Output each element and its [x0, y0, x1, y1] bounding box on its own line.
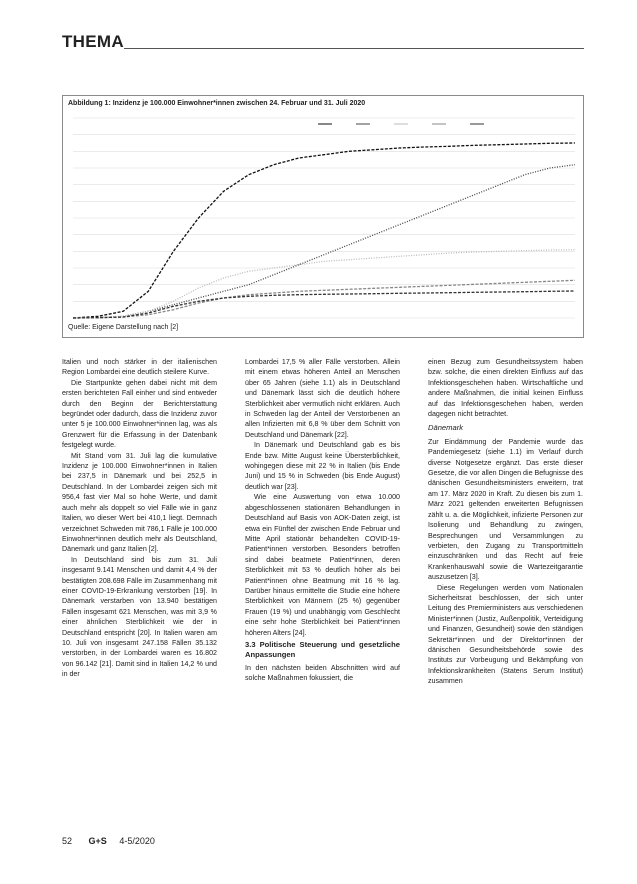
paragraph: In den nächsten beiden Abschnitten wird auf solche Maßnahmen fokussiert, die: [245, 663, 400, 683]
page-header: [62, 34, 584, 50]
paragraph: Zur Eindämmung der Pandemie wurde das Pandemiegesetz (siehe 1.1) im Verlauf durch diverse Notgesetze ergänzt. Das erste dieser Gesetze, die vor allen Dingen die Befugnisse des dänischen Gesundheitsministers erweitern, trat am 17. März 2020 in Kraft. Zu diesen bis zum 1. März 2021 geltenden erweiterten Befugnissen zählt u. a. die Möglichkeit, infizierte Personen zur Isolierung und Behandlung zu zwingen, Besprechungen und Versammlungen zu verbieten, den Zugang zu Transportmitteln einzuschränken und das Recht auf freie Krankenhauswahl sowie die Wartezeitgarantie auszusetzen [3].: [428, 437, 583, 582]
figure-box: [62, 95, 584, 338]
line-chart: [63, 96, 583, 337]
text-column-3: [428, 357, 583, 687]
issue-number: 4-5/2020: [119, 836, 155, 846]
paragraph: In Dänemark und Deutschland gab es bis Ende bzw. Mitte August keine Übersterblichkeit, wohingegen diese mit 22 % in Italien (bis Ende Juni) und 15 % in Schweden (bis Ende August) deutlich war [23].: [245, 441, 400, 491]
paragraph: einen Bezug zum Gesundheitssystem haben bzw. solche, die einen direkten Einfluss auf das Infektionsgeschehen haben. Wirtschaftliche und andere Maßnahmen, die initial keinen Einfluss auf das Infektionsgeschehen haben, werden dagegen nicht betrachtet.: [428, 358, 583, 419]
paragraph: Lombardei 17,5 % aller Fälle verstorben. Allein mit einem etwas höheren Anteil an Menschen über 65 Jahren (siehe 1.1) als in Deutschland und Dänemark lässt sich die deutlich höhere Sterblichkeit aber vermutlich nicht erklären. Auch in Schweden lag der Anteil der Verstorbenen an allen Infizierten mit 6,8 % über dem Schnitt von Deutschland und Dänemark [22].: [245, 358, 400, 439]
text-column-1: [62, 357, 217, 680]
series-line: [73, 280, 575, 318]
figure-source: Quelle: Eigene Darstellung nach [2]: [68, 324, 179, 331]
paragraph: Mit Stand vom 31. Juli lag die kumulative Inzidenz je 100.000 Einwohner*innen in Italien bei 237,5 in Dänemark und bei 252,5 in Deutschland. In der Lombardei zeigen sich mit 956,4 fast vier Mal so hohe Werte, und damit auch mehr als doppelt so viel Fälle wie in ganz Italien, wo dieser Wert bei 410,1 liegt. Demnach verzeichnet Schweden mit 786,1 Fälle je 100.000 Einwohner*innen deutlich mehr als Deutschland, Dänemark und ganz Italien [2].: [62, 451, 217, 554]
paragraph: Diese Regelungen werden vom Nationalen Sicherheitsrat beschlossen, der sich unter Leitung des Premierministers aus verschiedenen Minister*innen (Justiz, Außenpolitik, Verteidigung und Finanzen, Gesundheit) sowie den ständigen Sekretär*innen und der Direktor*innen der dänischen Gesundheitsbehörde sowie des Instituts zur Vorbeugung und Bekämpfung von Infektionskrankheiten (Statens Serum Institut) zusammen: [428, 583, 583, 686]
paragraph: Wie eine Auswertung von etwa 10.000 abgeschlossenen stationären Behandlungen in Deutschland auf Basis von AOK-Daten zeigt, ist etwa ein Fünftel der zwischen Ende Februar und Mitte April stationär behandelten COVID-19-Patient*innen verstorben. Besonders betroffen sind dabei beatmete Patient*innen, deren Sterblichkeit mit 53 % deutlich höher als bei Patient*innen ohne Beatmung mit 16 % lag. Darüber hinaus ermittelte die Studie eine höhere Sterblichkeit von Männern (25 %) gegenüber Frauen (19 %) und unabhängig vom Geschlecht eine sehr hohe Sterblichkeit bei Patient*innen höheren Alters [24].: [245, 493, 400, 637]
page-number: 52: [62, 836, 73, 846]
text-column-2: [245, 357, 400, 684]
series-line: [73, 165, 575, 318]
page-footer: [62, 836, 155, 846]
magazine-name: G+S: [88, 836, 107, 846]
figure-caption: Abbildung 1: Inzidenz je 100.000 Einwohner*innen zwischen 24. Februar und 31. Juli 2020: [68, 100, 366, 107]
section-title: THEMA: [62, 32, 124, 51]
paragraph: Die Startpunkte gehen dabei nicht mit dem ersten berichteten Fall einher und sind entweder durch den Beginn der Berichterstattung begründet oder dadurch, dass die Inzidenz zuvor unter 5 je 100.000 Einwohner*innen lag, was als Grenzwert für die Erfassung in der Datenbank festgelegt wurde.: [62, 378, 217, 450]
paragraph: Italien und noch stärker in der italienischen Region Lombardei eine deutlich steilere Kurve.: [62, 358, 217, 377]
header-rule: [124, 48, 584, 49]
series-line: [73, 291, 575, 318]
section-heading: 3.3 Politische Steuerung und gesetzliche Anpassungen: [245, 639, 400, 660]
paragraph: In Deutschland sind bis zum 31. Juli insgesamt 9.141 Menschen und damit 4,4 % der bestätigten 208.698 Fälle im Zusammenhang mit einer COVID-19-Erkrankung verstorben [19]. In Dänemark verstarben von 13.940 bestätigen Fällen insgesamt 621 Menschen, was mit 3,9 % einer ähnlichen Sterblichkeit wie der in Deutschland entspricht [20]. In Italien waren am 10. Juli von insgesamt 247.158 Fällen 35.132 verstorben, in der Lombardei waren es 16.802 von 96.142 [21]. Damit sind in Italien 14,2 % und in der: [62, 555, 217, 679]
subsection-heading: Dänemark: [428, 423, 464, 433]
